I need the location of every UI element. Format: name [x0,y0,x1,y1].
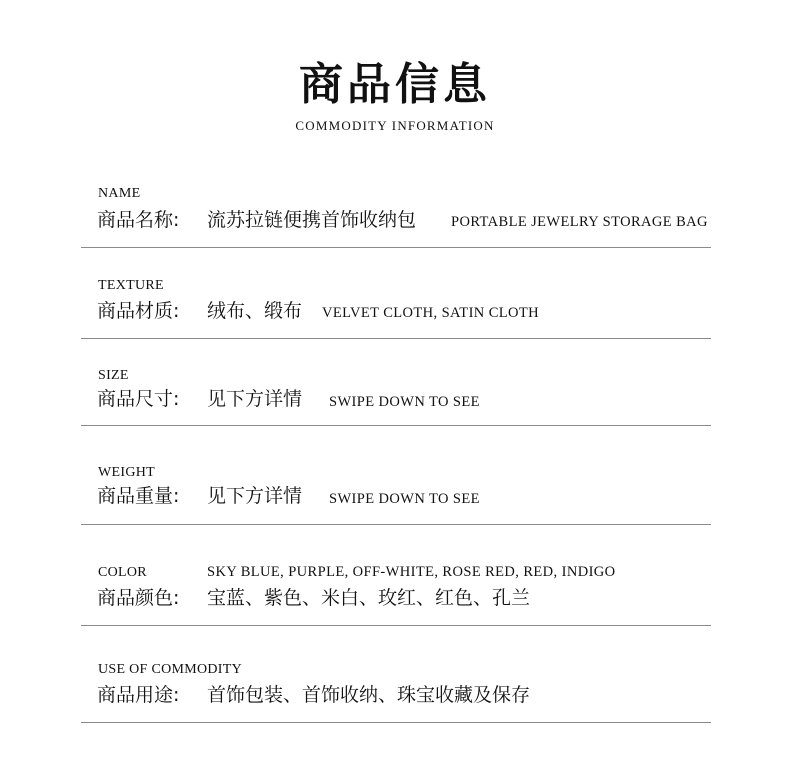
row-label-cn: 商品尺寸: [97,388,180,410]
row-label-cn: 商品颜色: [97,587,180,609]
row-label-en: TEXTURE [98,278,164,293]
row-label-en: SIZE [98,368,129,383]
row-label-cn: 商品用途: [97,684,180,706]
info-row-weight [81,459,711,525]
row-label-cn: 商品材质: [97,300,180,322]
row-value-en: SWIPE DOWN TO SEE [329,394,480,410]
row-value-cn: 见下方详情 [207,485,303,507]
row-value-cn: 首饰包装、首饰收纳、珠宝收藏及保存 [207,684,531,706]
row-value-cn: 绒布、缎布 [207,300,303,322]
row-value-cn: 宝蓝、紫色、米白、玫红、红色、孔兰 [207,587,531,609]
page-header [0,58,790,134]
row-label-en: USE OF COMMODITY [98,662,243,677]
row-label-en: COLOR [98,565,147,580]
row-label-cn: 商品名称: [97,209,180,231]
row-label-en: NAME [98,186,141,201]
row-value-cn: 流苏拉链便携首饰收纳包 [207,209,417,231]
info-row-texture [81,271,711,339]
info-row-use [81,657,711,723]
row-value-en: SWIPE DOWN TO SEE [329,491,480,507]
row-value-en: VELVET CLOTH, SATIN CLOTH [322,305,540,321]
row-value-cn: 见下方详情 [207,388,303,410]
row-label-en: WEIGHT [98,465,156,480]
info-row-color [81,560,711,626]
info-row-name [81,180,711,248]
info-row-size [81,362,711,426]
page-title: 商品信息 [299,59,491,110]
row-value-en: SKY BLUE, PURPLE, OFF-WHITE, ROSE RED, RED, INDIGO [207,564,616,580]
row-value-en: PORTABLE JEWELRY STORAGE BAG [451,214,708,230]
page-subtitle: COMMODITY INFORMATION [295,118,495,133]
row-label-cn: 商品重量: [97,485,180,507]
